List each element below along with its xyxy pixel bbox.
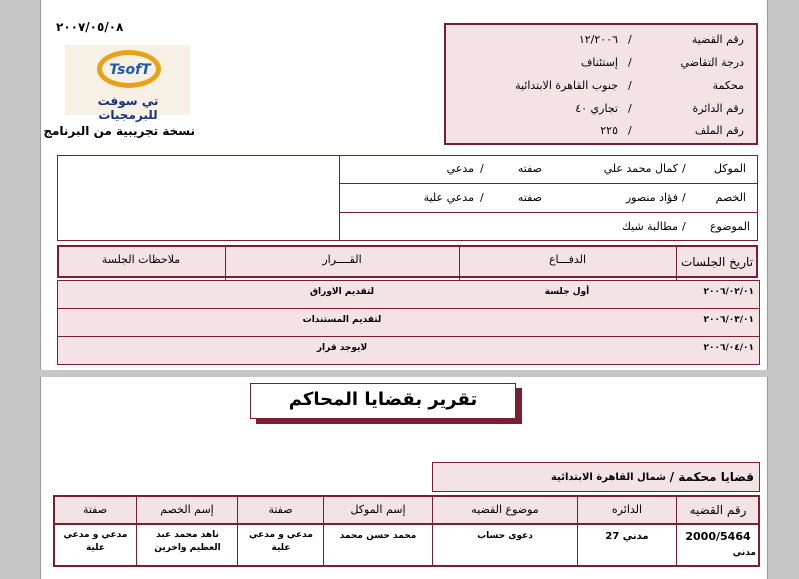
cases-header-client: إسم الموكل (350, 503, 406, 516)
circuit-sep: / (628, 102, 632, 115)
subject-value: مطالبة شيك (621, 220, 678, 233)
file-number-label: رقم الملف (694, 124, 744, 137)
client-role: مدعي (446, 162, 474, 175)
litigation-level-sep: / (628, 56, 632, 69)
court-banner-label: قضايا محكمة / (669, 470, 754, 484)
parties-divider (340, 183, 758, 184)
session-defense: أول جلسة (544, 287, 590, 297)
client-label: الموكل (713, 162, 746, 175)
case-circuit: مدني 27 (605, 531, 649, 542)
logo-text: TsofT (109, 62, 151, 78)
client-role-label: صفته (517, 162, 542, 175)
client-role-sep: / (480, 162, 484, 175)
opponent-sep: / (682, 191, 686, 204)
court-sep: / (628, 79, 632, 92)
session-date: ٢٠٠٦/٠٣/٠١ (703, 315, 754, 325)
client-sep: / (682, 162, 686, 175)
cases-col-line (676, 495, 677, 567)
litigation-level-label: درجة التقاضي (680, 56, 744, 69)
circuit-value: تجاري ٤٠ (575, 102, 618, 115)
case-number-value: ١٢/٢٠٠٦ (578, 33, 618, 46)
sessions-header-date: تاريخ الجلسات (680, 255, 754, 269)
circuit-label: رقم الدائرة (692, 102, 744, 115)
litigation-level-value: إستئناف (581, 56, 618, 69)
case-opponent: ناهد محمد عبد العظيم واخرين (154, 530, 221, 553)
cases-header-subject: موضوع القضيه (471, 503, 539, 516)
session-date: ٢٠٠٦/٠٢/٠١ (703, 287, 754, 297)
session-decision: لايوجد قرار (316, 343, 368, 353)
case-number: 2000/5464 (685, 530, 751, 543)
report-date: ٢٠٠٧/٠٥/٠٨ (56, 20, 124, 34)
viewer-gutter-left (0, 0, 40, 579)
session-date: ٢٠٠٦/٠٤/٠١ (703, 343, 754, 353)
cases-header-circuit: الدائره (611, 503, 643, 516)
report-title: تقرير بقضايا المحاكم (288, 389, 478, 410)
subject-label: الموضوع (709, 220, 750, 233)
cases-col-line (136, 495, 137, 567)
opponent-label: الخصم (715, 191, 746, 204)
parties-blank-cell (57, 155, 340, 241)
cases-col-line (577, 495, 578, 567)
cases-col-line (432, 495, 433, 567)
opponent-name: فؤاد منصور (625, 191, 678, 204)
sessions-header-decision: القــــرار (322, 253, 362, 266)
court-banner-value: شمال القاهرة الابتدائية (551, 472, 666, 483)
subject-sep: / (682, 220, 686, 233)
session-decision: لتقديم المستندات (302, 315, 382, 325)
court-label: محكمة (712, 79, 744, 92)
session-decision: لتقديم الاوراق (310, 287, 374, 297)
case-number-sep: / (628, 33, 632, 46)
cases-col-line (323, 495, 324, 567)
court-value: جنوب القاهرة الابتدائية (515, 79, 618, 92)
sessions-header-notes: ملاحظات الجلسة (101, 253, 181, 266)
case-number-label: رقم القضية (691, 33, 744, 46)
page-separator (40, 370, 768, 377)
cases-col-line (237, 495, 238, 567)
cases-header-opponent-role: صفتة (82, 503, 108, 516)
opponent-role: مدعي علية (423, 191, 474, 204)
opponent-role-label: صفته (517, 191, 542, 204)
logo-arabic-text: تي سوفت للبرمجيات (97, 94, 159, 122)
client-name: كمال محمد علي (603, 162, 678, 175)
case-opponent-role: مدعي و مدعي علية (63, 530, 128, 553)
viewer-scroll-gutter[interactable] (768, 0, 799, 579)
case-type: مدني (732, 548, 756, 558)
case-client-role: مدعي و مدعي علية (249, 530, 313, 553)
cases-header-number: رقم القضيه (689, 503, 747, 517)
sessions-header-defense: الدفـــاع (548, 253, 587, 266)
trial-version-note: نسخة تجريبية من البرنامج (43, 124, 195, 138)
case-client: محمد حسن محمد (339, 531, 417, 541)
opponent-role-sep: / (480, 191, 484, 204)
parties-divider (340, 212, 758, 213)
file-number-sep: / (628, 124, 632, 137)
case-subject: دعوى حساب (477, 531, 533, 541)
cases-header-opponent: إسم الخصم (160, 503, 214, 516)
cases-header-client-role: صفتة (268, 503, 293, 516)
file-number-value: ٢٢٥ (600, 124, 618, 137)
